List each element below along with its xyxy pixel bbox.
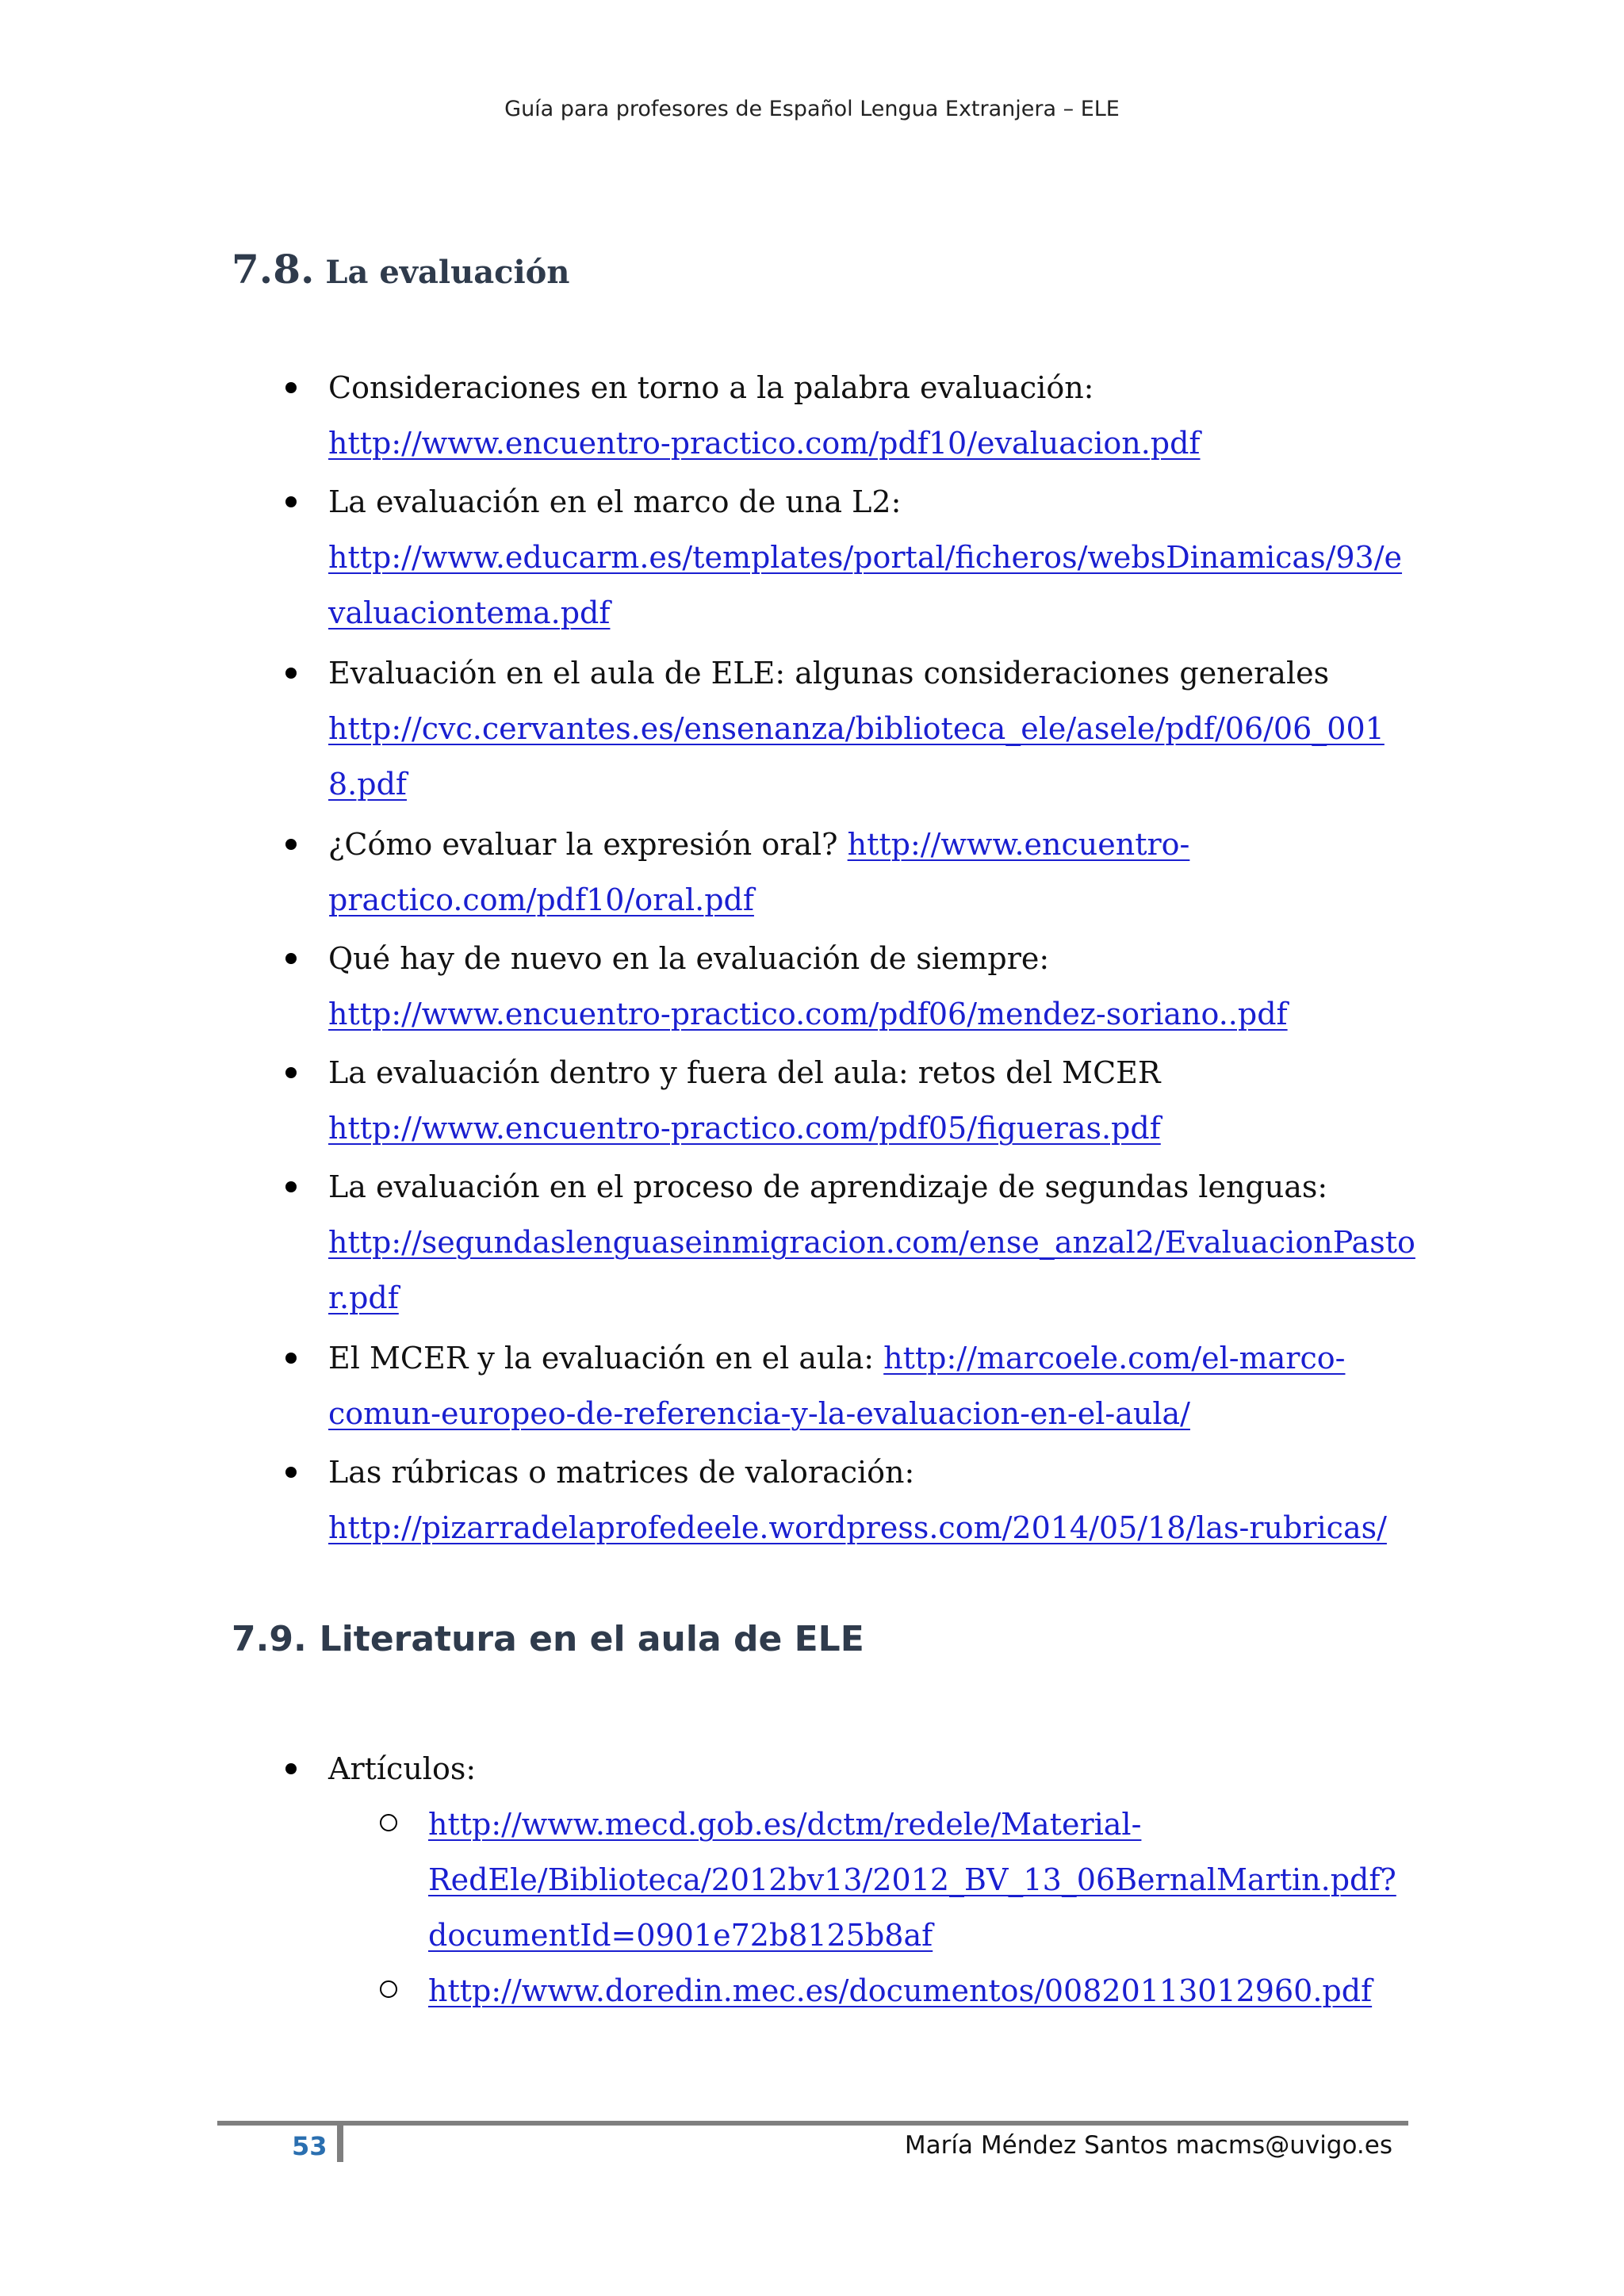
list-item-link[interactable]: http://www.educarm.es/templates/portal/ficheros/websDinamicas/93/e <box>328 540 1403 575</box>
list-item-text: Evaluación en el aula de ELE: algunas consideraciones generales <box>328 656 1330 691</box>
list-item-link[interactable]: http://segundaslenguaseinmigracion.com/ense_anzal2/EvaluacionPasto <box>328 1225 1415 1260</box>
sub-list-item-link[interactable]: http://www.mecd.gob.es/dctm/redele/Material- <box>428 1807 1142 1842</box>
list-item-text: Las rúbricas o matrices de valoración: <box>328 1455 915 1490</box>
list-item-link[interactable]: http://www.encuentro-practico.com/pdf05/figueras.pdf <box>328 1111 1161 1146</box>
sub-list-item-link[interactable]: documentId=0901e72b8125b8af <box>428 1918 933 1953</box>
list-item-label: ¿Cómo evaluar la expresión oral? <box>328 827 848 862</box>
footer-rule <box>217 2121 1408 2126</box>
section-title: Literatura en el aula de ELE <box>319 1619 864 1659</box>
bullet-icon <box>285 496 297 507</box>
list-item-link[interactable]: http://www.encuentro- <box>847 827 1190 862</box>
sub-bullet-icon <box>380 1814 397 1831</box>
section-title: La evaluación <box>325 254 570 291</box>
bullet-icon <box>285 1067 297 1078</box>
section-number: 7.9. <box>232 1619 307 1659</box>
bullet-icon <box>285 1763 297 1774</box>
page-header: Guía para profesores de Español Lengua Extranjera – ELE <box>504 97 1120 121</box>
sub-list-item-link[interactable]: http://www.doredin.mec.es/documentos/00820113012960.pdf <box>428 1973 1373 2008</box>
footer-author: María Méndez Santos macms@uvigo.es <box>904 2131 1392 2160</box>
list-item-link[interactable]: 8.pdf <box>328 767 407 802</box>
sub-list-item-link[interactable]: RedEle/Biblioteca/2012bv13/2012_BV_13_06BernalMartin.pdf? <box>428 1862 1396 1897</box>
list-item-text: Qué hay de nuevo en la evaluación de siempre: <box>328 941 1050 976</box>
list-item-text: La evaluación en el proceso de aprendizaje de segundas lenguas: <box>328 1169 1328 1204</box>
list-item-text: La evaluación en el marco de una L2: <box>328 484 902 519</box>
section-heading-7-8 <box>232 246 569 293</box>
section-heading-7-9 <box>232 1619 864 1659</box>
list-item-link[interactable]: practico.com/pdf10/oral.pdf <box>328 882 754 917</box>
bullet-icon <box>285 1353 297 1364</box>
list-item-link[interactable]: http://marcoele.com/el-marco- <box>883 1341 1346 1376</box>
list-item-link[interactable]: http://cvc.cervantes.es/ensenanza/biblioteca_ele/asele/pdf/06/06_001 <box>328 711 1385 746</box>
list-item-link[interactable]: valuaciontema.pdf <box>328 595 611 630</box>
list-item-text <box>328 1341 1346 1376</box>
bullet-icon <box>285 839 297 850</box>
bullet-icon <box>285 1467 297 1478</box>
list-item-text <box>328 827 1190 862</box>
page-number: 53 <box>292 2131 327 2161</box>
list-item-link[interactable]: comun-europeo-de-referencia-y-la-evaluacion-en-el-aula/ <box>328 1396 1190 1431</box>
list-item-text: Artículos: <box>328 1751 477 1786</box>
list-item-link[interactable]: http://pizarradelaprofedeele.wordpress.com/2014/05/18/las-rubricas/ <box>328 1510 1387 1545</box>
bullet-icon <box>285 953 297 964</box>
section-number: 7.8. <box>232 246 315 293</box>
list-item-link[interactable]: http://www.encuentro-practico.com/pdf10/evaluacion.pdf <box>328 426 1201 461</box>
list-item-link[interactable]: http://www.encuentro-practico.com/pdf06/mendez-soriano..pdf <box>328 997 1288 1031</box>
bullet-icon <box>285 668 297 679</box>
sub-bullet-icon <box>380 1980 397 1998</box>
list-item-link[interactable]: r.pdf <box>328 1280 399 1315</box>
list-item-text: Consideraciones en torno a la palabra evaluación: <box>328 370 1094 405</box>
list-item-text: La evaluación dentro y fuera del aula: retos del MCER <box>328 1055 1161 1090</box>
footer-divider <box>337 2121 343 2162</box>
bullet-icon <box>285 382 297 393</box>
bullet-icon <box>285 1181 297 1192</box>
list-item-label: El MCER y la evaluación en el aula: <box>328 1341 884 1376</box>
